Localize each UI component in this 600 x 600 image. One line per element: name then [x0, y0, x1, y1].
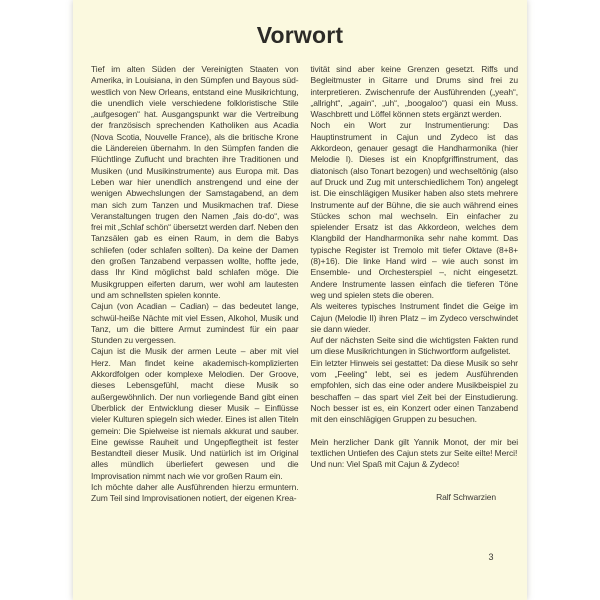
author-signature: Ralf Schwarzien: [436, 492, 496, 503]
body-paragraph: Noch ein Wort zur Instrumentierung: Das Hauptinstrument in Cajun und Zydeco ist das Akkordeon, genauer gesagt die Handharmonika (hier Melodie I). Dieses ist ein Knopfgriffinstrument, das diatonisch (also Tonart bezogen) und wechseltönig (also auf Druck und Zug mit unterschiedlichem Ton) angelegt ist. Die einschlägigen Musiker haben also stets mehrere Instrumente auf der Bühne, die sie auch während eines Stückes schon mal wechseln. Ein einfacher zu spielender Ersatz ist das Akkordeon, welches dem Klangbild der Handharmonika sehr nahe kommt. Das typische Register ist Tremolo mit tiefer Oktave (8+8+(8)+16). Die linke Hand wird – wie auch sonst im Ensemble- und Orchesterspiel –, nicht eingesetzt. Andere Instrumente lassen einfach die tieferen Töne weg und spielen stets die oberen.: [310, 120, 518, 300]
thanks-paragraph: Mein herzlicher Dank gilt Yannik Monot, der mir bei textlichen Untiefen des Cajun stets zur Seite eilte! Merci!: [310, 436, 518, 458]
body-paragraph: Ich möchte daher alle Ausführenden hierzu ermuntern. Zum Teil sind Improvisationen notiert, der eigenen Krea-: [91, 481, 299, 504]
right-column: [311, 64, 519, 542]
body-paragraph: Tief im alten Süden der Vereinigten Staaten von Amerika, in Louisiana, in den Sümpfen und Bayous süd-westlich von New Orleans, entstand eine Musikrichtung, die unendlich viele verschiedene folkloristische Stile „aufgesogen“ hat. Ausgangspunkt war die Vertreibung der französisch sprechenden Katholiken aus Acadia (Nova Scotia, Nouvelle France), als die britische Krone die Ländereien übernahm. In den Sümpfen fanden die Flüchtlinge Zuflucht und brachten ihre Traditionen und Musiken (und Musikinstrumente) aus Europa mit. Das Leben war hier unendlich anstrengend und eine der wenigen Abwechslungen der Samstagabend, an dem man sich zum Tanzen und Musikmachen traf. Diese Veranstaltungen trugen den Namen „fais do-do“, was frei mit „Schlaf schön“ übersetzt werden darf. Neben den Tanzsälen gab es einen Raum, in dem die Babys schliefen (oder schlafen sollten). Da keine der Damen den großen Tanzabend verpassen wollte, hoffte jede, dass Ihr Kind möglichst bald schlafen möge. Die Musikgruppen eiferten darum, wer wohl am lautesten und am schnellsten spielen konnte.: [91, 64, 299, 300]
body-paragraph: Cajun (von Acadian – Cadian) – das bedeutet lange, schwül-heiße Nächte mit viel Essen, Alkohol, Musik und Tanz, um die bittere Armut zumindest für ein paar Stunden zu vergessen.: [91, 301, 299, 346]
body-paragraph: Ein letzter Hinweis sei gestattet: Da diese Musik so sehr vom „Feeling“ lebt, sei es jedem Ausführenden empfohlen, sich das eine oder andere Musikbeispiel zu beschaffen – das spart viel Zeit bei der Einstudierung. Noch besser ist es, ein Konzert oder einen Tanzabend mit den einschlägigen Gruppen zu besuchen.: [310, 357, 518, 425]
left-column: [91, 64, 299, 542]
page-number: 3: [488, 552, 494, 562]
thanks-paragraph: Und nun: Viel Spaß mit Cajun & Zydeco!: [310, 459, 460, 470]
body-paragraph: Auf der nächsten Seite sind die wichtigsten Fakten rund um diese Musikrichtungen in Stichwortform aufgelistet.: [310, 335, 518, 357]
book-page: [73, 0, 527, 600]
body-paragraph: Als weiteres typisches Instrument findet die Geige im Cajun (Melodie II) ihren Platz – im Zydeco verschwindet sie dann wieder.: [310, 301, 518, 334]
body-paragraph: Cajun ist die Musik der armen Leute – aber mit viel Herz. Man findet keine akademisch-komplizierten Akkordfolgen oder komplexe Melodien. Der Groove, dieses Lebensgefühl, macht diese Musik so außergewöhnlich. Der nun vorliegende Band gibt einen Überblick der Entwicklung dieser Musik – Einflüsse vieler Kulturen spiegeln sich wieder. Eines ist allen Titeln gemein: Die Spielweise ist niemals akkurat und sauber. Eine gewisse Rauheit und Ungepflegtheit ist fester Bestandteil dieser Musik. Und natürlich ist im Original alles mündlich überliefert gewesen und die Improvisation nimmt nach wie vor großen Raum ein.: [91, 346, 299, 481]
page-title: Vorwort: [256, 22, 344, 48]
body-paragraph: tivität sind aber keine Grenzen gesetzt. Riffs und Begleitmuster in Gitarre und Drums sind frei zu interpretieren. Zwischenrufe der Ausführenden („yeah“, „allright“, „again“, „uh“, „boogaloo“) quasi ein Muss. Waschbrett und Löffel können stets ergänzt werden.: [310, 64, 518, 120]
text-columns: [73, 64, 527, 542]
